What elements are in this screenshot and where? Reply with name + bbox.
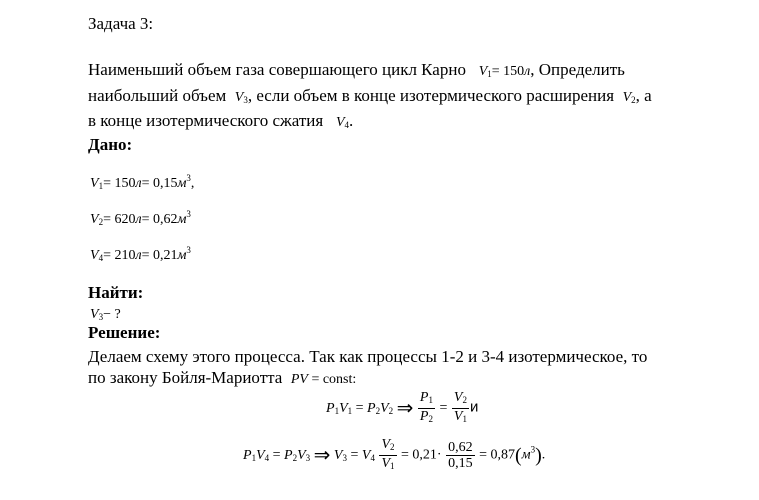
given-v4: $V_4= 210л= 0,21м^3$ bbox=[90, 245, 191, 263]
equation-result: $P_1V_4 = P_2V_3$ ⇒ $V_3 = V_4$ $\frac{V_2}{V_1}$ = 0,21· $\frac{0,62}{0,15}$ = $0,87(м^3)$. bbox=[243, 437, 546, 471]
symbol-v3: $V_3$ bbox=[234, 90, 248, 105]
given-v4-symbol: $V_4$ bbox=[90, 248, 104, 263]
given-heading: Дано: bbox=[88, 135, 133, 154]
given-v1: $V_1= 150л= 0,15м^3$, bbox=[90, 173, 195, 191]
statement-text-1: Наименьший объем газа совершающего цикл Карно bbox=[88, 60, 466, 79]
law-rhs: = const bbox=[311, 372, 353, 387]
symbol-v2: $V_2$ bbox=[622, 90, 636, 105]
statement-text-6: в конце изотермического сжатия bbox=[88, 111, 324, 130]
given-v1-symbol: $V_1$ bbox=[90, 176, 104, 191]
unit-liter: л bbox=[524, 64, 531, 79]
task-statement-line-1 bbox=[88, 60, 720, 80]
statement-text-5: , а bbox=[635, 86, 652, 105]
task-statement-line-3 bbox=[88, 111, 353, 131]
task-title: Задача 3: bbox=[88, 14, 154, 33]
task-statement-line-2 bbox=[88, 86, 652, 106]
given-v2-symbol: $V_2$ bbox=[90, 212, 104, 227]
find-heading: Найти: bbox=[88, 283, 144, 302]
equation-boyle-1: $P_1V_1 = P_2V_2$ ⇒ $\frac{P_1}{P_2}$ = $\frac{V_2}{V_1}$ и bbox=[326, 390, 479, 424]
find-v3: $V_3-$ ? bbox=[90, 307, 121, 322]
symbol-v1: $V_1$ bbox=[478, 64, 492, 79]
symbol-v4: $V_4$ bbox=[335, 115, 350, 130]
law-lhs: PV bbox=[290, 372, 308, 387]
solution-heading: Решение: bbox=[88, 323, 161, 342]
statement-text-3: наибольший объем bbox=[88, 86, 227, 105]
solution-text-1: Делаем схему этого процесса. Так как процессы 1-2 и 3-4 изотермическое, то bbox=[88, 347, 648, 366]
v1-value: = 150 bbox=[491, 64, 525, 79]
statement-text-2: , Определить bbox=[530, 60, 625, 79]
given-v2: $V_2= 620л= 0,62м^3$ bbox=[90, 209, 191, 227]
solution-text-2: по закону Бойля-Мариотта PV = const: bbox=[88, 368, 357, 387]
conjunction-and: и bbox=[469, 398, 479, 416]
statement-text-7: . bbox=[349, 111, 354, 130]
statement-text-4: , если объем в конце изотермического расширения bbox=[247, 86, 615, 105]
